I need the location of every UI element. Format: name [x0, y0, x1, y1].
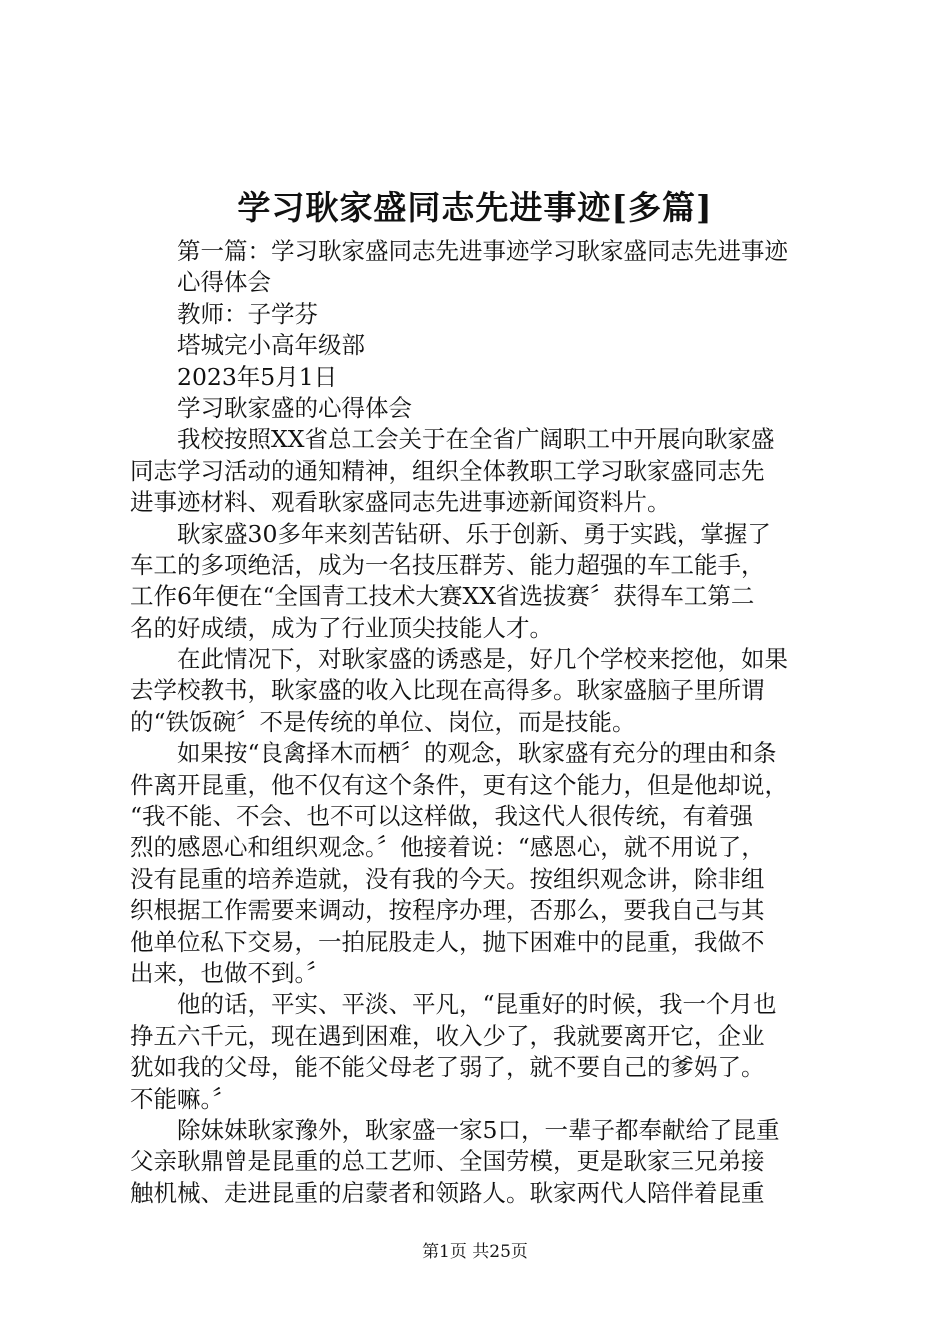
text-line: 他单位私下交易，一拍屁股走人，抛下困难中的昆重，我做不 — [130, 927, 765, 956]
text-line: 第一篇：学习耿家盛同志先进事迹学习耿家盛同志先进事迹 — [177, 237, 788, 265]
text-line: 进事迹材料、观看耿家盛同志先进事迹新闻资料片。 — [130, 488, 671, 517]
text-line: 出来，也做不到。〞 — [130, 958, 330, 987]
text-line: 教师：子学芬 — [177, 299, 318, 328]
document-title: 学习耿家盛同志先进事迹[多篇] — [237, 188, 713, 227]
text-line: 除妹妹耿家豫外，耿家盛一家5口，一辈子都奉献给了昆重 — [177, 1115, 780, 1144]
text-line: 心得体会 — [177, 268, 271, 297]
text-line: 工作6年便在“全国青工技术大赛XX省选拔赛〞获得车工第二 — [130, 582, 755, 611]
text-line: 烈的感恩心和组织观念。〞他接着说：“感恩心，就不用说了， — [130, 833, 765, 862]
text-line: 2023年5月1日 — [177, 362, 338, 391]
text-line: 触机械、走进昆重的启蒙者和领路人。耿家两代人陪伴着昆重 — [130, 1178, 765, 1207]
text-line: 去学校教书，耿家盛的收入比现在高得多。耿家盛脑子里所谓 — [130, 676, 765, 705]
text-line: 如果按“良禽择木而栖〞的观念，耿家盛有充分的理由和条 — [177, 739, 777, 768]
text-line: 名的好成绩，成为了行业顶尖技能人才。 — [130, 613, 553, 642]
text-line: 在此情况下，对耿家盛的诱惑是，好几个学校来挖他，如果 — [177, 645, 788, 674]
text-line: 织根据工作需要来调动，按程序办理，否那么，要我自己与其 — [130, 896, 765, 925]
text-line: 挣五六千元，现在遇到困难，收入少了，我就要离开它，企业 — [130, 1021, 765, 1050]
text-line: 的“铁饭碗〞不是传统的单位、岗位，而是技能。 — [130, 707, 636, 736]
text-line: 我校按照XX省总工会关于在全省广阔职工中开展向耿家盛 — [177, 425, 775, 454]
text-line: 不能嘛。〞 — [130, 1084, 236, 1113]
text-line: 同志学习活动的通知精神，组织全体教职工学习耿家盛同志先 — [130, 456, 765, 485]
text-line: 没有昆重的培养造就，没有我的今天。按组织观念讲，除非组 — [130, 864, 765, 893]
text-line: 父亲耿鼎曾是昆重的总工艺师、全国劳模，更是耿家三兄弟接 — [130, 1147, 765, 1176]
text-line: 耿家盛30多年来刻苦钻研、乐于创新、勇于实践，掌握了 — [177, 519, 771, 548]
text-line: 犹如我的父母，能不能父母老了弱了，就不要自己的爹妈了。 — [130, 1053, 765, 1082]
text-line: 件离开昆重，他不仅有这个条件，更有这个能力，但是他却说， — [130, 770, 788, 799]
document-body — [130, 236, 835, 1209]
text-line: 塔城完小高年级部 — [177, 331, 365, 360]
text-line: 学习耿家盛的心得体会 — [177, 393, 412, 422]
page-footer: 第1页 共25页 — [422, 1242, 528, 1262]
text-line: “我不能、不会、也不可以这样做，我这代人很传统，有着强 — [130, 802, 754, 831]
text-line: 车工的多项绝活，成为一名技压群芳、能力超强的车工能手， — [130, 550, 765, 579]
text-line: 他的话，平实、平淡、平凡，“昆重好的时候，我一个月也 — [177, 990, 777, 1019]
